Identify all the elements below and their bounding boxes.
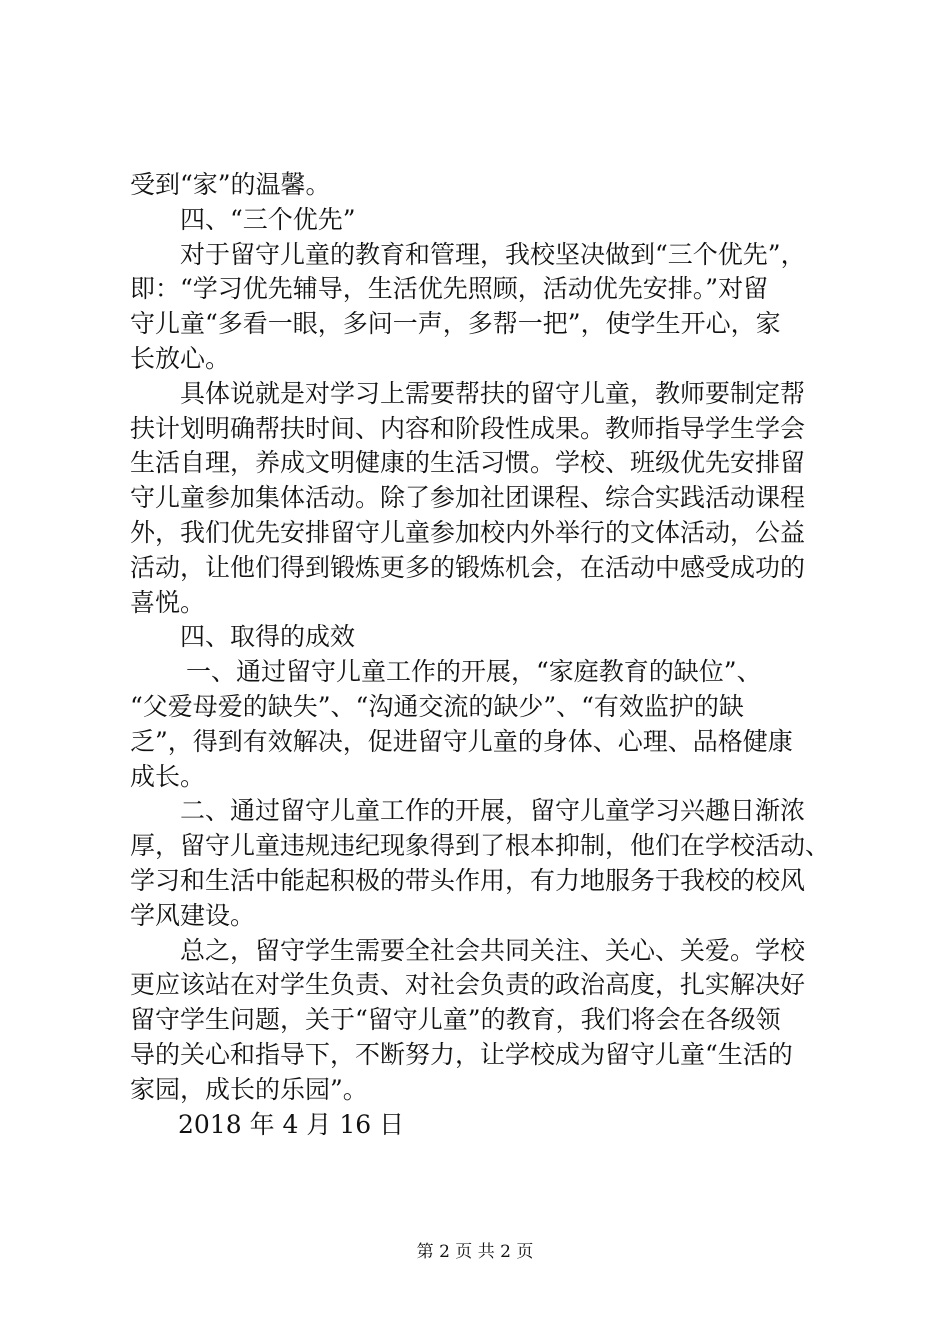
paragraph-line: 乏”，得到有效解决，促进留守儿童的身体、心理、品格健康 bbox=[130, 726, 793, 756]
paragraph-line: 家园，成长的乐园”。 bbox=[130, 1074, 368, 1104]
paragraph-line: 外，我们优先安排留守儿童参加校内外举行的文体活动，公益 bbox=[130, 517, 806, 547]
paragraph-line: 扶计划明确帮扶时间、内容和阶段性成果。教师指导学生学会 bbox=[130, 413, 806, 443]
paragraph-line: 对于留守儿童的教育和管理，我校坚决做到“三个优先”， bbox=[180, 239, 806, 269]
paragraph-line: 二、通过留守儿童工作的开展，留守儿童学习兴趣日渐浓 bbox=[180, 796, 806, 826]
paragraph-line: 喜悦。 bbox=[130, 587, 206, 617]
paragraph-line: 更应该站在对学生负责、对社会负责的政治高度，扎实解决好 bbox=[130, 970, 806, 1000]
paragraph-line: 学风建设。 bbox=[130, 900, 256, 930]
paragraph-line: 受到“家”的温馨。 bbox=[130, 170, 331, 199]
paragraph-line: 活动，让他们得到锻炼更多的锻炼机会，在活动中感受成功的 bbox=[130, 552, 806, 582]
paragraph-line: 具体说就是对学习上需要帮扶的留守儿童，教师要制定帮 bbox=[180, 378, 806, 408]
paragraph-line: 学习和生活中能起积极的带头作用，有力地服务于我校的校风 bbox=[130, 865, 806, 895]
paragraph-line: 守儿童“多看一眼，多问一声，多帮一把”，使学生开心，家 bbox=[130, 309, 781, 339]
section-heading-three-priorities: 四、“三个优先” bbox=[180, 204, 356, 234]
paragraph-line: 总之，留守学生需要全社会共同关注、关心、关爱。学校 bbox=[180, 935, 806, 965]
paragraph-line: 一、通过留守儿童工作的开展，“家庭教育的缺位”、 bbox=[186, 657, 762, 687]
paragraph-line: 守儿童参加集体活动。除了参加社团课程、综合实践活动课程 bbox=[130, 483, 806, 513]
document-body bbox=[130, 168, 830, 1142]
paragraph-line: 厚，留守儿童违规违纪现象得到了根本抑制，他们在学校活动、 bbox=[130, 831, 831, 861]
paragraph-line: 即：“学习优先辅导，生活优先照顾，活动优先安排。”对留 bbox=[130, 274, 769, 304]
paragraph-line: 长放心。 bbox=[130, 343, 231, 373]
page-number-footer: 第 2 页 共 2 页 bbox=[416, 1242, 534, 1262]
paragraph-line: “父爱母爱的缺失”、“沟通交流的缺少”、“有效监护的缺 bbox=[130, 691, 744, 721]
paragraph-line: 成长。 bbox=[130, 761, 206, 791]
section-heading-results: 四、取得的成效 bbox=[180, 622, 356, 652]
document-date: 2018 年 4 月 16 日 bbox=[178, 1109, 405, 1139]
paragraph-line: 留守学生问题，关于“留守儿童”的教育，我们将会在各级领 bbox=[130, 1005, 781, 1035]
paragraph-line: 导的关心和指导下，不断努力，让学校成为留守儿童“生活的 bbox=[130, 1039, 793, 1069]
paragraph-line: 生活自理，养成文明健康的生活习惯。学校、班级优先安排留 bbox=[130, 448, 806, 478]
